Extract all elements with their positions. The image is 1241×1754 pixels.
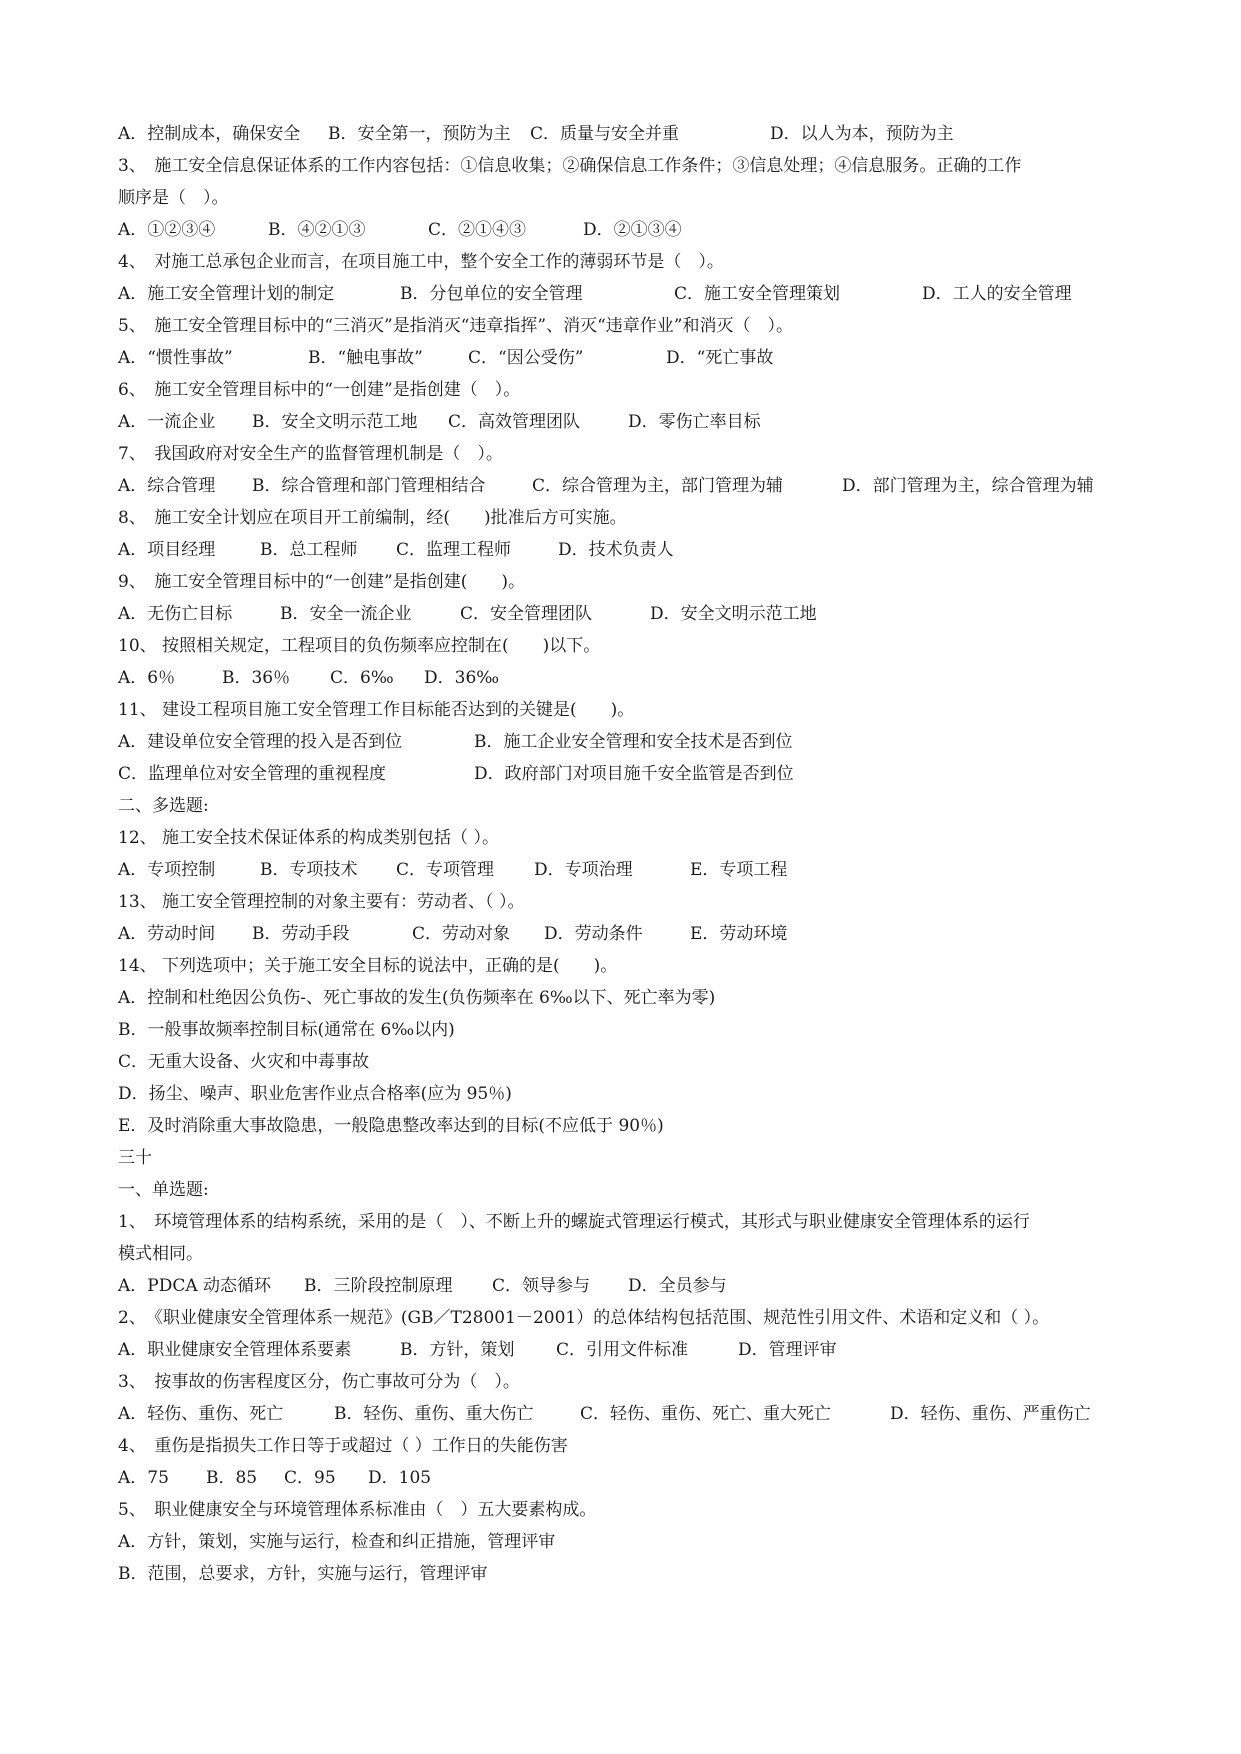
question-7: 7、 我国政府对安全生产的监督管理机制是（ ）。: [118, 444, 503, 464]
question-1-continued: 模式相同。: [118, 1244, 203, 1264]
question-14: 14、 下列选项中；关于施工安全目标的说法中，正确的是( )。: [118, 956, 618, 976]
options-line: [118, 1462, 1128, 1494]
option-b: B．85: [206, 1468, 258, 1488]
option-b: B．安全文明示范工地: [252, 412, 418, 432]
options-line: [118, 406, 1128, 438]
option-d: D．②①③④: [583, 220, 682, 240]
option-a: A．专项控制: [118, 860, 216, 880]
options-line: [118, 758, 1128, 790]
question-5: 5、 施工安全管理目标中的“三消灭”是指消灭“违章指挥”、消灭“违章作业”和消灭（ ）。: [118, 316, 793, 336]
option-a: A．6％: [118, 668, 176, 688]
options-line: [118, 1398, 1128, 1430]
option-b: B．安全第一，预防为主: [328, 124, 511, 144]
question-10: 10、 按照相关规定，工程项目的负伤频率应控制在( )以下。: [118, 636, 601, 656]
question-5: 5、 职业健康安全与环境管理体系标准由（ ）五大要素构成。: [118, 1500, 597, 1520]
option-a: A．综合管理: [118, 476, 216, 496]
option-a: A．一流企业: [118, 412, 216, 432]
options-line: [118, 470, 1128, 502]
option-a: A．轻伤、重伤、死亡: [118, 1404, 284, 1424]
question-9: 9、 施工安全管理目标中的“一创建”是指创建( )。: [118, 572, 525, 592]
option-c: C．质量与安全并重: [530, 124, 680, 144]
option-c: C．6‰: [330, 668, 394, 688]
option-a: A．75: [118, 1468, 169, 1488]
option-e: E．劳动环境: [690, 924, 788, 944]
option-d: D．部门管理为主，综合管理为辅: [842, 476, 1094, 496]
option-a: A．控制成本，确保安全: [118, 124, 301, 144]
option-a: A．PDCA 动态循环: [118, 1276, 272, 1296]
question-3-continued: 顺序是（ ）。: [118, 188, 229, 208]
question-2: 2、 《职业健康安全管理体系一规范》(GB／T28001－2001）的总体结构包括范围、规范性引用文件、术语和定义和（ ）。: [118, 1308, 1050, 1328]
option-c: C．综合管理为主，部门管理为辅: [532, 476, 784, 496]
option-c: C．轻伤、重伤、死亡、重大死亡: [580, 1404, 832, 1424]
option-d: D．以人为本，预防为主: [770, 124, 954, 144]
option-a: A．劳动时间: [118, 924, 216, 944]
option-b: B．专项技术: [260, 860, 358, 880]
option-d: D．零伤亡率目标: [628, 412, 761, 432]
option-c: C．无重大设备、火灾和中毒事故: [118, 1052, 370, 1072]
option-e: E．及时消除重大事故隐患，一般隐患整改率达到的目标(不应低于 90％): [118, 1116, 664, 1136]
question-12: 12、 施工安全技术保证体系的构成类别包括（ ）。: [118, 828, 499, 848]
option-b: B．施工企业安全管理和安全技术是否到位: [474, 732, 793, 752]
option-a: A．职业健康安全管理体系要素: [118, 1340, 352, 1360]
options-line: [118, 598, 1128, 630]
option-d: D．轻伤、重伤、严重伤亡: [890, 1404, 1091, 1424]
option-b: B．三阶段控制原理: [304, 1276, 453, 1296]
options-line: [118, 1334, 1128, 1366]
option-c: C．②①④③: [428, 220, 527, 240]
option-c: C．专项管理: [396, 860, 495, 880]
option-d: D．劳动条件: [544, 924, 643, 944]
option-b: B．一般事故频率控制目标(通常在 6‰以内): [118, 1020, 455, 1040]
option-a: A．控制和杜绝因公负伤-、死亡事故的发生(负伤频率在 6‰以下、死亡率为零): [118, 988, 716, 1008]
option-a: A．①②③④: [118, 220, 216, 240]
question-13: 13、 施工安全管理控制的对象主要有：劳动者、（ ）。: [118, 892, 525, 912]
options-line: [118, 534, 1128, 566]
option-c: C．高效管理团队: [448, 412, 581, 432]
option-b: B．劳动手段: [252, 924, 350, 944]
option-d: D．36‰: [424, 668, 500, 688]
option-b: B．方针，策划: [400, 1340, 515, 1360]
option-b: B．轻伤、重伤、重大伤亡: [334, 1404, 534, 1424]
option-b: B．36％: [222, 668, 291, 688]
options-line: [118, 118, 1128, 150]
option-c: C．劳动对象: [412, 924, 511, 944]
option-b: B．“触电事故”: [308, 348, 423, 368]
option-c: C．“因公受伤”: [468, 348, 584, 368]
chapter-heading: 三十: [118, 1148, 152, 1168]
option-b: B．综合管理和部门管理相结合: [252, 476, 486, 496]
question-3: 3、 按事故的伤害程度区分，伤亡事故可分为（ ）。: [118, 1372, 520, 1392]
option-a: A．方针，策划，实施与运行，检查和纠正措施，管理评审: [118, 1532, 556, 1552]
option-b: B．总工程师: [260, 540, 358, 560]
option-d: D．管理评审: [738, 1340, 837, 1360]
option-d: D．“死亡事故: [666, 348, 774, 368]
options-line: [118, 726, 1128, 758]
option-c: C．施工安全管理策划: [674, 284, 841, 304]
option-c: C．安全管理团队: [460, 604, 593, 624]
option-d: D．技术负责人: [558, 540, 674, 560]
question-11: 11、 建设工程项目施工安全管理工作目标能否达到的关键是( )。: [118, 700, 635, 720]
option-d: D．扬尘、噪声、职业危害作业点合格率(应为 95％): [118, 1084, 512, 1104]
section-heading-single-choice: 一、单选题:: [118, 1180, 209, 1200]
option-d: D．工人的安全管理: [922, 284, 1072, 304]
option-c: C．95: [284, 1468, 336, 1488]
option-c: C．引用文件标准: [556, 1340, 689, 1360]
question-4: 4、 对施工总承包企业而言，在项目施工中，整个安全工作的薄弱环节是（ ）。: [118, 252, 724, 272]
option-d: D．政府部门对项目施千安全监管是否到位: [474, 764, 794, 784]
option-b: B．范围，总要求，方针，实施与运行，管理评审: [118, 1564, 488, 1584]
section-heading-multiple-choice: 二、多选题:: [118, 796, 209, 816]
options-line: [118, 214, 1128, 246]
option-a: A．无伤亡目标: [118, 604, 233, 624]
option-d: D．专项治理: [534, 860, 633, 880]
options-line: [118, 918, 1128, 950]
option-c: C．监理单位对安全管理的重视程度: [118, 764, 387, 784]
option-d: D．全员参与: [628, 1276, 727, 1296]
option-a: A．项目经理: [118, 540, 216, 560]
option-c: C．领导参与: [492, 1276, 591, 1296]
question-8: 8、 施工安全计划应在项目开工前编制，经( )批准后方可实施。: [118, 508, 627, 528]
option-b: B．④②①③: [268, 220, 366, 240]
question-4: 4、 重伤是指损失工作日等于或超过（ ）工作日的失能伤害: [118, 1436, 568, 1456]
option-b: B．分包单位的安全管理: [400, 284, 583, 304]
option-e: E．专项工程: [690, 860, 788, 880]
options-line: [118, 1270, 1128, 1302]
option-b: B．安全一流企业: [280, 604, 412, 624]
options-line: [118, 854, 1128, 886]
options-line: [118, 662, 1128, 694]
options-line: [118, 278, 1128, 310]
question-1: 1、 环境管理体系的结构系统，采用的是（ ）、不断上升的螺旋式管理运行模式，其形式与职业健康安全管理体系的运行: [118, 1212, 1030, 1232]
options-line: [118, 342, 1128, 374]
option-a: A．施工安全管理计划的制定: [118, 284, 335, 304]
option-d: D．安全文明示范工地: [650, 604, 817, 624]
question-3: 3、 施工安全信息保证体系的工作内容包括：①信息收集；②确保信息工作条件；③信息处理；④信息服务。正确的工作: [118, 156, 1022, 176]
question-6: 6、 施工安全管理目标中的“一创建”是指创建（ ）。: [118, 380, 521, 400]
option-c: C．监理工程师: [396, 540, 512, 560]
option-a: A．“惯性事故”: [118, 348, 233, 368]
option-d: D．105: [368, 1468, 432, 1488]
option-a: A．建设单位安全管理的投入是否到位: [118, 732, 403, 752]
